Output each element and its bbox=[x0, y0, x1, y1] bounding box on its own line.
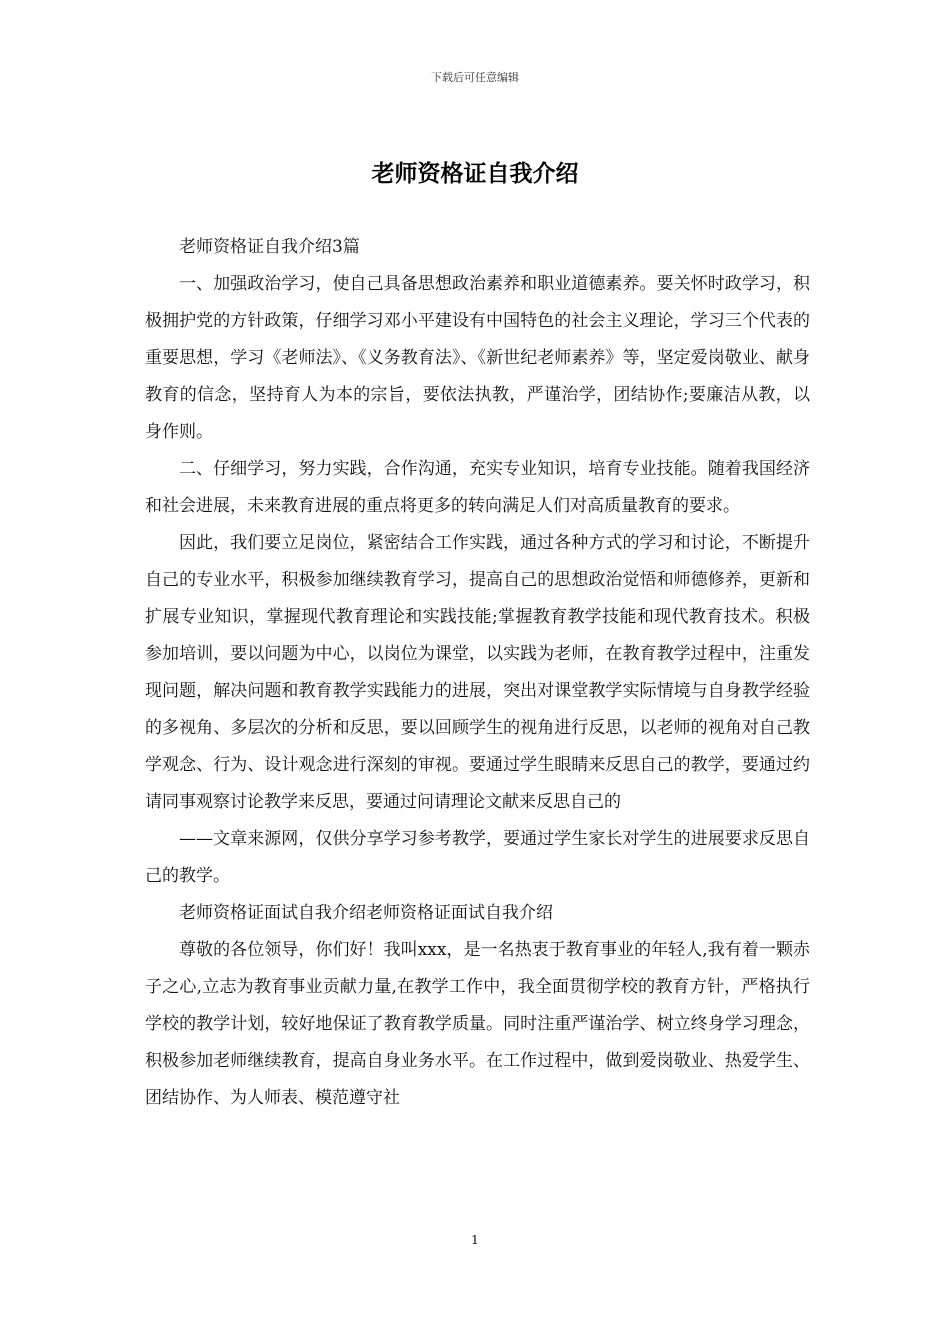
paragraph-2: 二、仔细学习，努力实践，合作沟通，充实专业知识，培育专业技能。随着我国经济和社会进展，未来教育进展的重点将更多的转向满足人们对高质量教育的要求。 bbox=[145, 459, 810, 516]
paragraph-3: 因此，我们要立足岗位，紧密结合工作实践，通过各种方式的学习和讨论，不断提升自己的专业水平，积极参加继续教育学习，提高自己的思想政治觉悟和师德修养，更新和扩展专业知识，掌握现代教育理论和实践技能;掌握教育教学技能和现代教育技术。积极参加培训，要以问题为中心，以岗位为课堂，以实践为老师，在教育教学过程中，注重发现问题，解决问题和教育教学实践能力的进展，突出对课堂教学实际情境与自身教学经验的多视角、多层次的分析和反思，要以回顾学生的视角进行反思，以老师的视角对自己教学观念、行为、设计观念进行深刻的审视。要通过学生眼睛来反思自己的教学，要通过约请同事观察讨论教学来反思，要通过问请理论文献来反思自己的 bbox=[145, 533, 810, 812]
page-header-note: 下载后可任意编辑 bbox=[431, 71, 519, 84]
page-number: 1 bbox=[471, 1233, 479, 1247]
document-body bbox=[145, 229, 810, 1117]
paragraph-6: 尊敬的各位领导，你们好！我叫xxx，是一名热衷于教育事业的年轻人,我有着一颗赤子之心,立志为教育事业贡献力量,在教学工作中，我全面贯彻学校的教育方针，严格执行学校的教学计划，较好地保证了教育教学质量。同时注重严谨治学、树立终身学习理念，积极参加老师继续教育，提高自身业务水平。在工作过程中，做到爱岗敬业、热爱学生、团结协作、为人师表、模范遵守社 bbox=[145, 940, 810, 1108]
paragraph-section-heading: 老师资格证面试自我介绍老师资格证面试自我介绍 bbox=[179, 903, 553, 923]
document-title: 老师资格证自我介绍 bbox=[371, 160, 579, 187]
paragraph-1: 一、加强政治学习，使自己具备思想政治素养和职业道德素养。要关怀时政学习，积极拥护党的方针政策，仔细学习邓小平建设有中国特色的社会主义理论，学习三个代表的重要思想，学习《老师法》、《义务教育法》、《新世纪老师素养》等，坚定爱岗敬业、献身教育的信念，坚持育人为本的宗旨，要依法执教，严谨治学，团结协作;要廉洁从教，以身作则。 bbox=[145, 274, 810, 442]
paragraph-4: ——文章来源网，仅供分享学习参考教学，要通过学生家长对学生的进展要求反思自己的教学。 bbox=[145, 829, 810, 886]
paragraph-subtitle: 老师资格证自我介绍3篇 bbox=[179, 237, 360, 257]
